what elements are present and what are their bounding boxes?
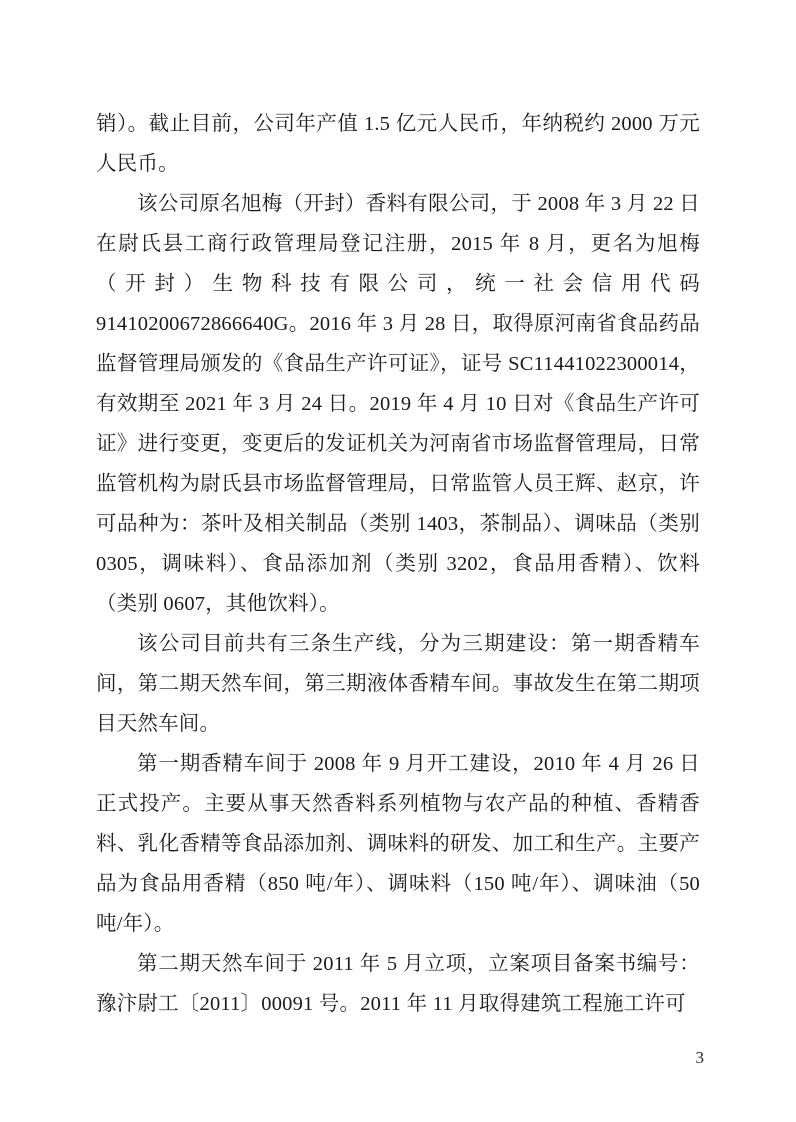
paragraph-1: 销）。截止目前，公司年产值 1.5 亿元人民币，年纳税约 2000 万元人民币。 <box>96 113 700 175</box>
paragraph-4: 第一期香精车间于 2008 年 9 月开工建设，2010 年 4 月 26 日正式投产。主要从事天然香料系列植物与农产品的种植、香精香料、乳化香精等食品添加剂、调味料的研发、加工和生产。主要产品为食品用香精（850 吨/年）、调味料（150 吨/年）、调味油（50 吨/年）。 <box>96 753 700 935</box>
page-body-text <box>96 104 700 1024</box>
paragraph-2: 该公司原名旭梅（开封）香料有限公司，于 2008 年 3 月 22 日在尉氏县工商行政管理局登记注册，2015 年 8 月，更名为旭梅（开封）生物科技有限公司，统一社会信用代码91410200672866640G。2016 年 3 月 28 日，取得原河南省食品药品监督管理局颁发的《食品生产许可证》，证号 SC11441022300014，有效期至 2021 年 3 月 24 日。2019 年 4 月 10 日对《食品生产许可证》进行变更，变更后的发证机关为河南省市场监督管理局，日常监管机构为尉氏县市场监督管理局，日常监管人员王辉、赵京，许可品种为：茶叶及相关制品（类别 1403，茶制品）、调味品（类别 0305，调味料）、食品添加剂（类别 3202，食品用香精）、饮料（类别 0607，其他饮料）。 <box>96 193 700 615</box>
page-number: 3 <box>695 1048 704 1067</box>
paragraph-3: 该公司目前共有三条生产线，分为三期建设：第一期香精车间，第二期天然车间，第三期液体香精车间。事故发生在第二期项目天然车间。 <box>96 633 700 735</box>
paragraph-5: 第二期天然车间于 2011 年 5 月立项，立案项目备案书编号：豫汴尉工〔2011〕00091 号。2011 年 11 月取得建筑工程施工许可 <box>96 953 700 1015</box>
